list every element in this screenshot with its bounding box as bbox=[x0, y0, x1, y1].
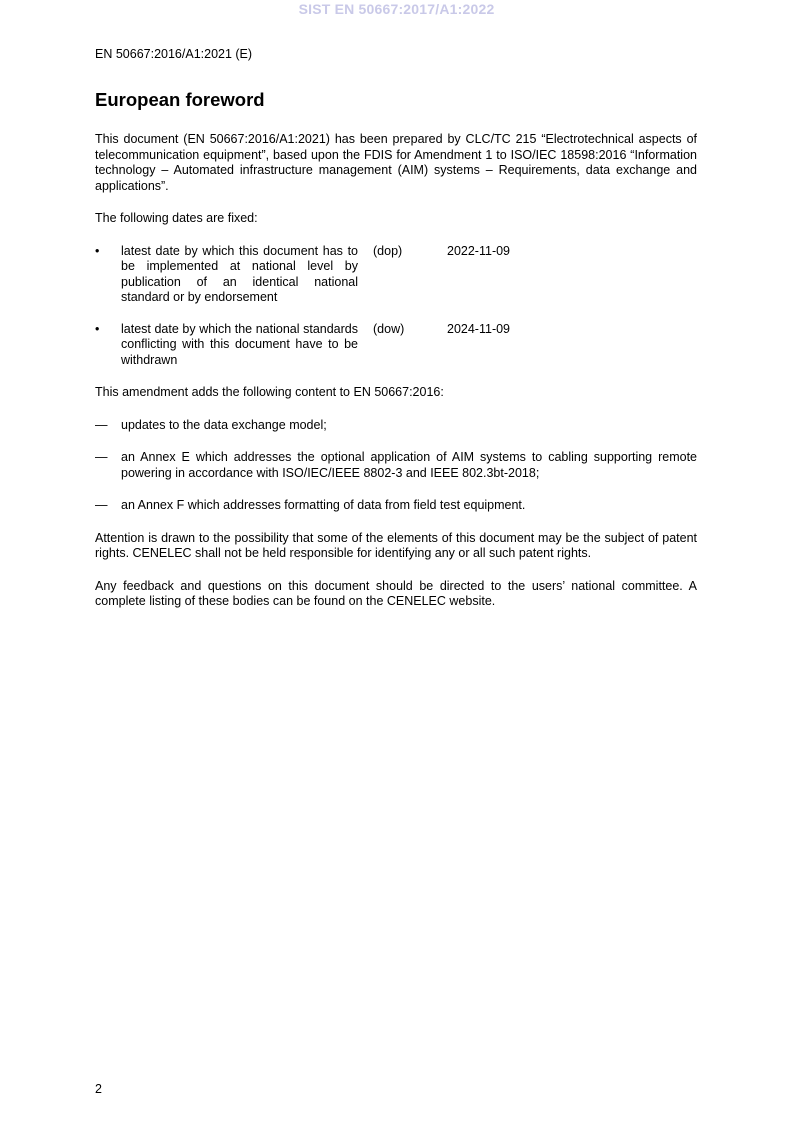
watermark: SIST EN 50667:2017/A1:2022 bbox=[298, 1, 495, 17]
dash: — bbox=[95, 450, 108, 464]
list-item bbox=[95, 418, 697, 434]
feedback-note: Any feedback and questions on this document should be directed to the users’ national committee. A complete listing of these bodies can be found on the CENELEC website. bbox=[95, 578, 697, 608]
date-item-dow bbox=[95, 322, 697, 369]
date-item-dop bbox=[95, 244, 697, 306]
list-item bbox=[95, 498, 697, 514]
date-description: latest date by which this document has to be implemented at national level by publication of an identical national standard or by endorsement bbox=[121, 243, 358, 304]
list-item-text: an Annex E which addresses the optional application of AIM systems to cabling supporting remote powering in accordance with ISO/IEC/IEEE 8802-3 and IEEE 802.3bt-2018; bbox=[121, 450, 697, 480]
page-title: European foreword bbox=[95, 89, 265, 110]
patent-note: Attention is drawn to the possibility that some of the elements of this document may be the subject of patent rights. CENELEC shall not be held responsible for identifying any or all such patent rights. bbox=[95, 530, 697, 560]
intro-paragraph: This document (EN 50667:2016/A1:2021) has been prepared by CLC/TC 215 “Electrotechnical aspects of telecommunication equipment”, based upon the FDIS for Amendment 1 to ISO/IEC 18598:2016 “Information technology – Automated infrastructure management (AIM) systems – Requirements, data exchange and applications”. bbox=[95, 132, 697, 193]
dates-list bbox=[95, 244, 697, 369]
list-item-text: updates to the data exchange model; bbox=[121, 417, 327, 432]
bullet: • bbox=[95, 243, 100, 258]
dates-intro: The following dates are fixed: bbox=[95, 211, 258, 225]
document-id: EN 50667:2016/A1:2021 (E) bbox=[95, 47, 253, 61]
bullet: • bbox=[95, 321, 100, 336]
dash: — bbox=[95, 417, 108, 432]
date-description: latest date by which the national standards conflicting with this document have to be withdrawn bbox=[121, 321, 358, 367]
date-value: 2024-11-09 bbox=[447, 321, 511, 336]
amendment-intro: This amendment adds the following content to EN 50667:2016: bbox=[95, 385, 444, 399]
date-code: (dop) bbox=[373, 243, 403, 258]
date-code: (dow) bbox=[373, 321, 405, 336]
list-item-text: an Annex F which addresses formatting of data from field test equipment. bbox=[121, 498, 526, 512]
list-item bbox=[95, 450, 697, 481]
page-number: 2 bbox=[95, 1082, 102, 1096]
page-content bbox=[95, 89, 697, 627]
amendment-list bbox=[95, 418, 697, 514]
dash: — bbox=[95, 498, 108, 512]
date-value: 2022-11-09 bbox=[447, 243, 511, 258]
